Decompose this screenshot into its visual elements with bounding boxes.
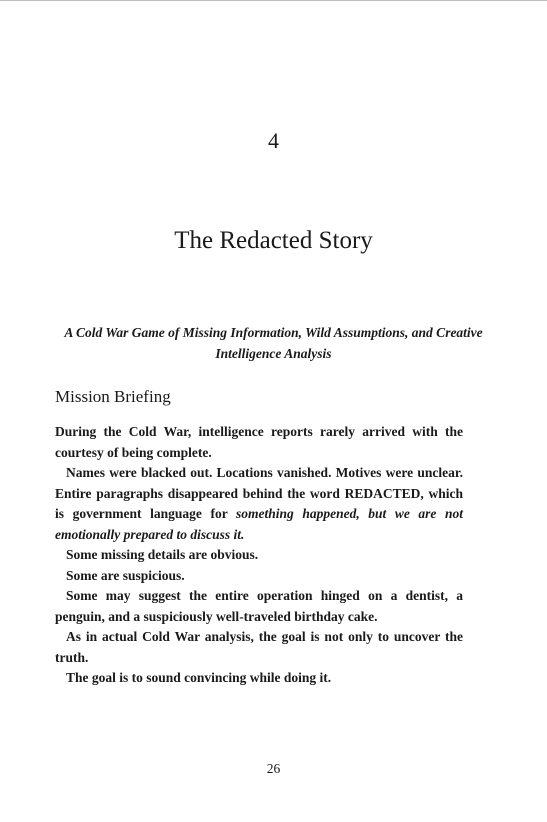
paragraph: The goal is to sound convincing while doing it. — [66, 670, 332, 685]
section-heading: Mission Briefing — [55, 387, 171, 406]
body-text — [55, 422, 463, 689]
page-top-border — [0, 0, 547, 1]
paragraph: As in actual Cold War analysis, the goal is not only to uncover the truth. — [55, 629, 463, 665]
paragraph: During the Cold War, intelligence reports rarely arrived with the courtesy of being complete. — [55, 424, 463, 460]
paragraph: Some are suspicious. — [66, 567, 185, 583]
page-number: 26 — [266, 761, 281, 776]
paragraph: Some missing details are obvious. — [66, 547, 259, 562]
paragraph — [55, 463, 463, 545]
chapter-title: The Redacted Story — [174, 227, 373, 254]
chapter-number: 4 — [268, 128, 279, 153]
chapter-subtitle: A Cold War Game of Missing Information, Wild Assumptions, and Creative Intelligence Analysis — [64, 325, 483, 361]
paragraph: Some may suggest the entire operation hinged on a dentist, a penguin, and a suspiciously well-traveled birthday cake. — [55, 588, 463, 624]
paragraph-italic-text: something happened, but we are not emotionally prepared to discuss it. — [55, 506, 463, 542]
paragraph-text: Names were blacked out. Locations vanished. Motives were unclear. Entire paragraphs disappeared behind the word REDACTED, which is government language for — [55, 465, 463, 521]
